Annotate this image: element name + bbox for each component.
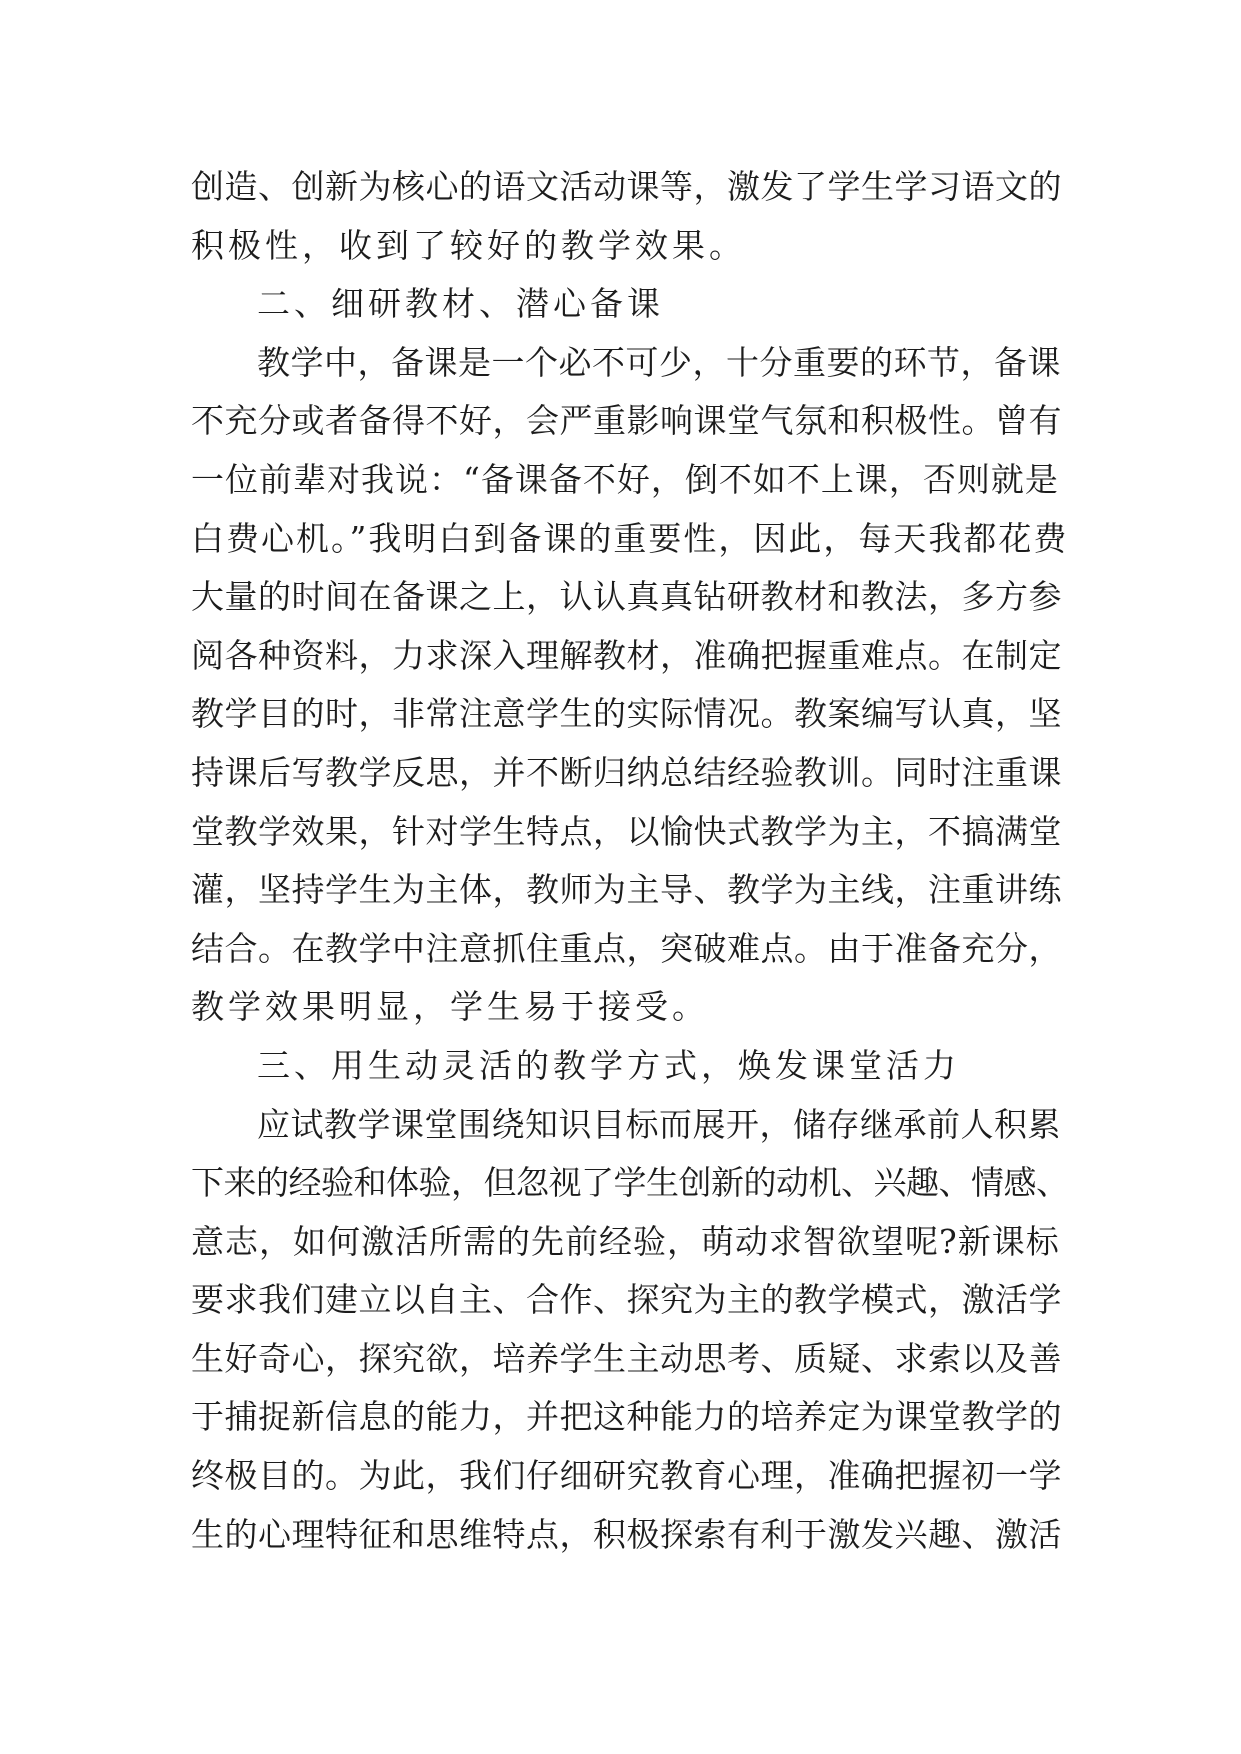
text-line: 大量的时间在备课之上，认认真真钻研教材和教法，多方参 <box>191 577 1062 617</box>
text-line: 教学目的时，非常注意学生的实际情况。教案编写认真，坚 <box>191 694 1062 734</box>
text-line: 二、细研教材、潜心备课 <box>257 284 664 324</box>
text-line: 教学效果明显，学生易于接受。 <box>191 987 709 1027</box>
text-line: 结合。在教学中注意抓住重点，突破难点。由于准备充分， <box>191 928 1062 968</box>
text-line: 教学中，备课是一个必不可少，十分重要的环节，备课 <box>257 342 1061 382</box>
text-line: 于捕捉新信息的能力，并把这种能力的培养定为课堂教学的 <box>191 1397 1062 1437</box>
text-line: 下来的经验和体验，但忽视了学生创新的动机、兴趣、情感、 <box>191 1163 1069 1203</box>
text-line: 生好奇心，探究欲，培养学生主动思考、质疑、求索以及善 <box>191 1338 1062 1378</box>
text-line: 不充分或者备得不好，会严重影响课堂气氛和积极性。曾有 <box>191 401 1062 441</box>
body-text <box>191 158 1071 1564</box>
text-line: 创造、创新为核心的语文活动课等，激发了学生学习语文的 <box>191 167 1062 206</box>
text-line: 一位前辈对我说：“备课备不好，倒不如不上课，否则就是 <box>191 459 1059 499</box>
text-line: 要求我们建立以自主、合作、探究为主的教学模式，激活学 <box>191 1280 1062 1320</box>
text-line: 堂教学效果，针对学生特点，以愉快式教学为主，不搞满堂 <box>191 811 1062 851</box>
text-line: 积极性，收到了较好的教学效果。 <box>191 225 746 265</box>
text-line: 灌，坚持学生为主体，教师为主导、教学为主线，注重讲练 <box>191 870 1062 910</box>
text-line: 意志，如何激活所需的先前经验，萌动求智欲望呢?新课标 <box>191 1221 1060 1261</box>
text-line: 终极目的。为此，我们仔细研究教育心理，准确把握初一学 <box>191 1456 1062 1496</box>
text-line: 应试教学课堂围绕知识目标而展开，储存继承前人积累 <box>257 1104 1061 1144</box>
text-line: 白费心机。”我明白到备课的重要性，因此，每天我都花费 <box>191 518 1069 558</box>
text-line: 三、用生动灵活的教学方式，焕发课堂活力 <box>257 1045 960 1085</box>
text-line: 生的心理特征和思维特点，积极探索有利于激发兴趣、激活 <box>191 1514 1062 1554</box>
text-line: 持课后写教学反思，并不断归纳总结经验教训。同时注重课 <box>191 752 1062 792</box>
text-line: 阅各种资料，力求深入理解教材，准确把握重难点。在制定 <box>191 635 1062 675</box>
